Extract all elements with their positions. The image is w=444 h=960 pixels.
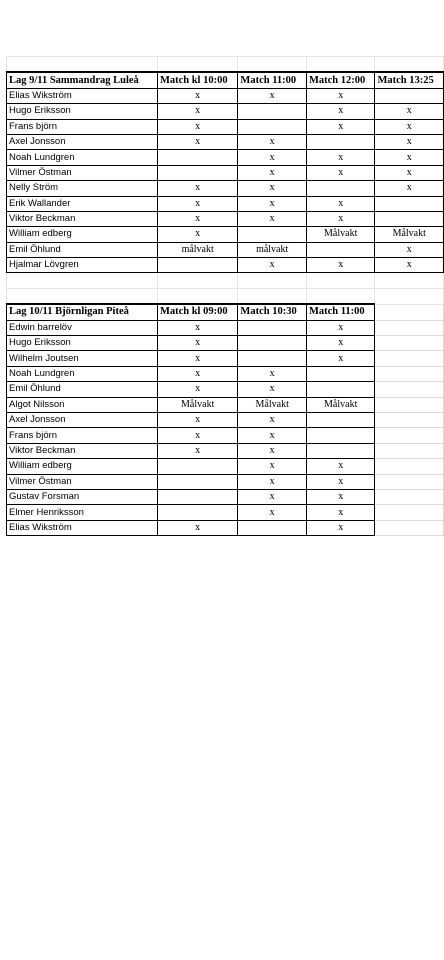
player-row bbox=[7, 459, 444, 474]
match-header[interactable]: Match 11:00 bbox=[306, 304, 375, 320]
player-row bbox=[7, 196, 444, 211]
empty-cell[interactable] bbox=[7, 57, 158, 73]
attendance-cell[interactable]: Målvakt bbox=[306, 397, 375, 412]
match-header[interactable]: Match 10:30 bbox=[238, 304, 307, 320]
attendance-cell[interactable]: x bbox=[157, 320, 237, 335]
player-row bbox=[7, 258, 444, 273]
section-title[interactable]: Lag 9/11 Sammandrag Luleå bbox=[7, 72, 158, 88]
empty-cell[interactable] bbox=[375, 474, 444, 489]
attendance-cell[interactable]: x bbox=[306, 459, 375, 474]
attendance-cell[interactable]: x bbox=[238, 489, 307, 504]
player-row bbox=[7, 119, 444, 134]
attendance-cell[interactable] bbox=[375, 211, 444, 226]
attendance-cell[interactable]: x bbox=[306, 119, 375, 134]
player-name[interactable]: Elias Wikström bbox=[7, 88, 158, 103]
attendance-cell[interactable]: x bbox=[157, 428, 237, 443]
empty-cell[interactable] bbox=[375, 459, 444, 474]
empty-cell[interactable] bbox=[375, 489, 444, 504]
attendance-cell[interactable] bbox=[306, 428, 375, 443]
player-name[interactable]: William edberg bbox=[7, 459, 158, 474]
attendance-cell[interactable]: x bbox=[306, 150, 375, 165]
attendance-cell[interactable] bbox=[157, 258, 237, 273]
attendance-cell[interactable] bbox=[306, 134, 375, 149]
blank-row bbox=[7, 273, 444, 288]
player-row bbox=[7, 428, 444, 443]
attendance-cell[interactable] bbox=[306, 443, 375, 458]
match-header[interactable]: Match 11:00 bbox=[238, 72, 307, 88]
attendance-cell[interactable] bbox=[238, 119, 307, 134]
player-row bbox=[7, 366, 444, 381]
attendance-cell[interactable]: målvakt bbox=[238, 242, 307, 257]
attendance-cell[interactable]: x bbox=[157, 336, 237, 351]
player-row bbox=[7, 320, 444, 335]
attendance-cell[interactable]: x bbox=[238, 211, 307, 226]
section-header-row bbox=[7, 72, 444, 88]
attendance-cell[interactable]: x bbox=[238, 505, 307, 520]
player-name[interactable]: Frans björn bbox=[7, 119, 158, 134]
attendance-cell[interactable]: x bbox=[375, 119, 444, 134]
player-name[interactable]: Hugo Eriksson bbox=[7, 336, 158, 351]
match-header[interactable]: Match 12:00 bbox=[306, 72, 375, 88]
attendance-cell[interactable] bbox=[306, 181, 375, 196]
attendance-cell[interactable] bbox=[306, 412, 375, 427]
match-header[interactable]: Match kl 10:00 bbox=[157, 72, 237, 88]
empty-cell[interactable] bbox=[375, 520, 444, 535]
attendance-cell[interactable]: x bbox=[238, 196, 307, 211]
empty-cell[interactable] bbox=[375, 304, 444, 320]
attendance-cell[interactable]: x bbox=[157, 520, 237, 535]
attendance-cell[interactable]: x bbox=[306, 165, 375, 180]
empty-cell[interactable] bbox=[306, 288, 375, 304]
attendance-cell[interactable]: x bbox=[157, 196, 237, 211]
attendance-cell[interactable]: x bbox=[306, 520, 375, 535]
attendance-cell[interactable]: x bbox=[306, 351, 375, 366]
attendance-cell[interactable]: x bbox=[238, 459, 307, 474]
attendance-cell[interactable]: x bbox=[157, 227, 237, 242]
attendance-cell[interactable]: x bbox=[306, 104, 375, 119]
player-name[interactable]: Emil Öhlund bbox=[7, 382, 158, 397]
attendance-cell[interactable]: Målvakt bbox=[157, 397, 237, 412]
attendance-cell[interactable]: x bbox=[238, 150, 307, 165]
empty-cell[interactable] bbox=[375, 443, 444, 458]
empty-cell[interactable] bbox=[375, 366, 444, 381]
empty-cell[interactable] bbox=[375, 320, 444, 335]
attendance-cell[interactable]: x bbox=[238, 88, 307, 103]
attendance-cell[interactable]: x bbox=[157, 181, 237, 196]
empty-cell[interactable] bbox=[375, 351, 444, 366]
empty-cell[interactable] bbox=[157, 57, 237, 73]
attendance-cell[interactable]: x bbox=[375, 165, 444, 180]
attendance-cell[interactable] bbox=[375, 88, 444, 103]
empty-cell[interactable] bbox=[375, 382, 444, 397]
player-name[interactable]: Nelly Ström bbox=[7, 181, 158, 196]
attendance-cell[interactable]: x bbox=[306, 258, 375, 273]
attendance-cell[interactable] bbox=[157, 165, 237, 180]
attendance-cell[interactable]: x bbox=[306, 88, 375, 103]
empty-cell[interactable] bbox=[375, 505, 444, 520]
attendance-cell[interactable]: x bbox=[238, 165, 307, 180]
section-title[interactable]: Lag 10/11 Björnligan Piteå bbox=[7, 304, 158, 320]
attendance-cell[interactable]: x bbox=[238, 428, 307, 443]
player-row bbox=[7, 489, 444, 504]
player-row bbox=[7, 181, 444, 196]
player-row bbox=[7, 165, 444, 180]
empty-cell[interactable] bbox=[238, 288, 307, 304]
attendance-cell[interactable]: x bbox=[238, 181, 307, 196]
player-name[interactable]: Algot Nilsson bbox=[7, 397, 158, 412]
attendance-cell[interactable]: x bbox=[306, 320, 375, 335]
player-name[interactable]: Edwin barrelöv bbox=[7, 320, 158, 335]
player-name[interactable]: Vilmer Östman bbox=[7, 474, 158, 489]
player-row bbox=[7, 242, 444, 257]
attendance-cell[interactable]: x bbox=[306, 336, 375, 351]
attendance-cell[interactable] bbox=[375, 196, 444, 211]
player-name[interactable]: Viktor Beckman bbox=[7, 443, 158, 458]
attendance-cell[interactable]: x bbox=[375, 104, 444, 119]
player-name[interactable]: Erik Wallander bbox=[7, 196, 158, 211]
attendance-cell[interactable]: x bbox=[157, 366, 237, 381]
attendance-cell[interactable] bbox=[238, 227, 307, 242]
section-header-row bbox=[7, 304, 444, 320]
match-header[interactable]: Match 13:25 bbox=[375, 72, 444, 88]
player-name[interactable]: Hjalmar Lövgren bbox=[7, 258, 158, 273]
player-row bbox=[7, 474, 444, 489]
attendance-cell[interactable] bbox=[306, 382, 375, 397]
attendance-cell[interactable]: x bbox=[157, 412, 237, 427]
player-name[interactable]: Gustav Forsman bbox=[7, 489, 158, 504]
player-row bbox=[7, 397, 444, 412]
attendance-cell[interactable]: x bbox=[375, 258, 444, 273]
player-row bbox=[7, 412, 444, 427]
player-row bbox=[7, 443, 444, 458]
empty-cell[interactable] bbox=[306, 57, 375, 73]
attendance-cell[interactable]: x bbox=[157, 443, 237, 458]
attendance-cell[interactable]: x bbox=[375, 181, 444, 196]
blank-row bbox=[7, 57, 444, 73]
player-name[interactable]: Elmer Henriksson bbox=[7, 505, 158, 520]
empty-cell[interactable] bbox=[306, 273, 375, 288]
attendance-cell[interactable]: x bbox=[306, 211, 375, 226]
player-name[interactable]: Hugo Eriksson bbox=[7, 104, 158, 119]
blank-row bbox=[7, 288, 444, 304]
attendance-cell[interactable] bbox=[238, 351, 307, 366]
attendance-cell[interactable] bbox=[306, 242, 375, 257]
schedule-table bbox=[6, 56, 444, 536]
attendance-cell[interactable]: x bbox=[238, 412, 307, 427]
attendance-cell[interactable]: x bbox=[157, 104, 237, 119]
empty-cell[interactable] bbox=[7, 288, 158, 304]
player-name[interactable]: Viktor Beckman bbox=[7, 211, 158, 226]
empty-cell[interactable] bbox=[375, 397, 444, 412]
player-row bbox=[7, 150, 444, 165]
attendance-cell[interactable] bbox=[238, 520, 307, 535]
attendance-cell[interactable]: x bbox=[375, 134, 444, 149]
player-name[interactable]: Vilmer Östman bbox=[7, 165, 158, 180]
attendance-cell[interactable]: x bbox=[238, 443, 307, 458]
empty-cell[interactable] bbox=[238, 57, 307, 73]
attendance-cell[interactable]: Målvakt bbox=[306, 227, 375, 242]
player-name[interactable]: Frans björn bbox=[7, 428, 158, 443]
empty-cell[interactable] bbox=[375, 288, 444, 304]
player-name[interactable]: William edberg bbox=[7, 227, 158, 242]
attendance-cell[interactable] bbox=[157, 505, 237, 520]
attendance-cell[interactable] bbox=[238, 320, 307, 335]
empty-cell[interactable] bbox=[157, 288, 237, 304]
attendance-cell[interactable]: x bbox=[306, 196, 375, 211]
attendance-cell[interactable]: x bbox=[375, 150, 444, 165]
empty-cell[interactable] bbox=[7, 273, 158, 288]
attendance-cell[interactable]: x bbox=[157, 211, 237, 226]
attendance-cell[interactable]: målvakt bbox=[157, 242, 237, 257]
attendance-cell[interactable] bbox=[306, 366, 375, 381]
attendance-cell[interactable]: x bbox=[306, 489, 375, 504]
player-row bbox=[7, 505, 444, 520]
empty-cell[interactable] bbox=[375, 428, 444, 443]
attendance-cell[interactable]: x bbox=[157, 119, 237, 134]
player-name[interactable]: Axel Jonsson bbox=[7, 412, 158, 427]
attendance-cell[interactable]: x bbox=[157, 351, 237, 366]
player-name[interactable]: Emil Öhlund bbox=[7, 242, 158, 257]
empty-cell[interactable] bbox=[238, 273, 307, 288]
player-row bbox=[7, 382, 444, 397]
empty-cell[interactable] bbox=[375, 412, 444, 427]
attendance-cell[interactable] bbox=[238, 336, 307, 351]
player-name[interactable]: Noah Lundgren bbox=[7, 366, 158, 381]
player-row bbox=[7, 336, 444, 351]
attendance-cell[interactable]: x bbox=[375, 242, 444, 257]
attendance-cell[interactable]: x bbox=[157, 88, 237, 103]
attendance-cell[interactable]: Målvakt bbox=[375, 227, 444, 242]
attendance-cell[interactable]: Målvakt bbox=[238, 397, 307, 412]
empty-cell[interactable] bbox=[157, 273, 237, 288]
player-row bbox=[7, 88, 444, 103]
empty-cell[interactable] bbox=[375, 336, 444, 351]
attendance-cell[interactable]: x bbox=[238, 366, 307, 381]
attendance-cell[interactable]: x bbox=[157, 382, 237, 397]
attendance-cell[interactable]: x bbox=[157, 134, 237, 149]
player-row bbox=[7, 211, 444, 226]
attendance-cell[interactable] bbox=[157, 459, 237, 474]
player-row bbox=[7, 351, 444, 366]
player-name[interactable]: Elias Wikström bbox=[7, 520, 158, 535]
match-header[interactable]: Match kl 09:00 bbox=[157, 304, 237, 320]
attendance-cell[interactable] bbox=[238, 104, 307, 119]
attendance-cell[interactable]: x bbox=[238, 382, 307, 397]
attendance-cell[interactable] bbox=[157, 150, 237, 165]
attendance-cell[interactable] bbox=[157, 474, 237, 489]
player-row bbox=[7, 134, 444, 149]
player-row bbox=[7, 520, 444, 535]
attendance-cell[interactable]: x bbox=[306, 474, 375, 489]
empty-cell[interactable] bbox=[375, 57, 444, 73]
player-row bbox=[7, 227, 444, 242]
attendance-cell[interactable]: x bbox=[306, 505, 375, 520]
empty-cell[interactable] bbox=[375, 273, 444, 288]
attendance-cell[interactable]: x bbox=[238, 134, 307, 149]
attendance-cell[interactable]: x bbox=[238, 258, 307, 273]
player-row bbox=[7, 104, 444, 119]
attendance-cell[interactable] bbox=[157, 489, 237, 504]
spreadsheet bbox=[6, 56, 444, 536]
player-name[interactable]: Axel Jonsson bbox=[7, 134, 158, 149]
player-name[interactable]: Noah Lundgren bbox=[7, 150, 158, 165]
attendance-cell[interactable]: x bbox=[238, 474, 307, 489]
player-name[interactable]: Wilhelm Joutsen bbox=[7, 351, 158, 366]
